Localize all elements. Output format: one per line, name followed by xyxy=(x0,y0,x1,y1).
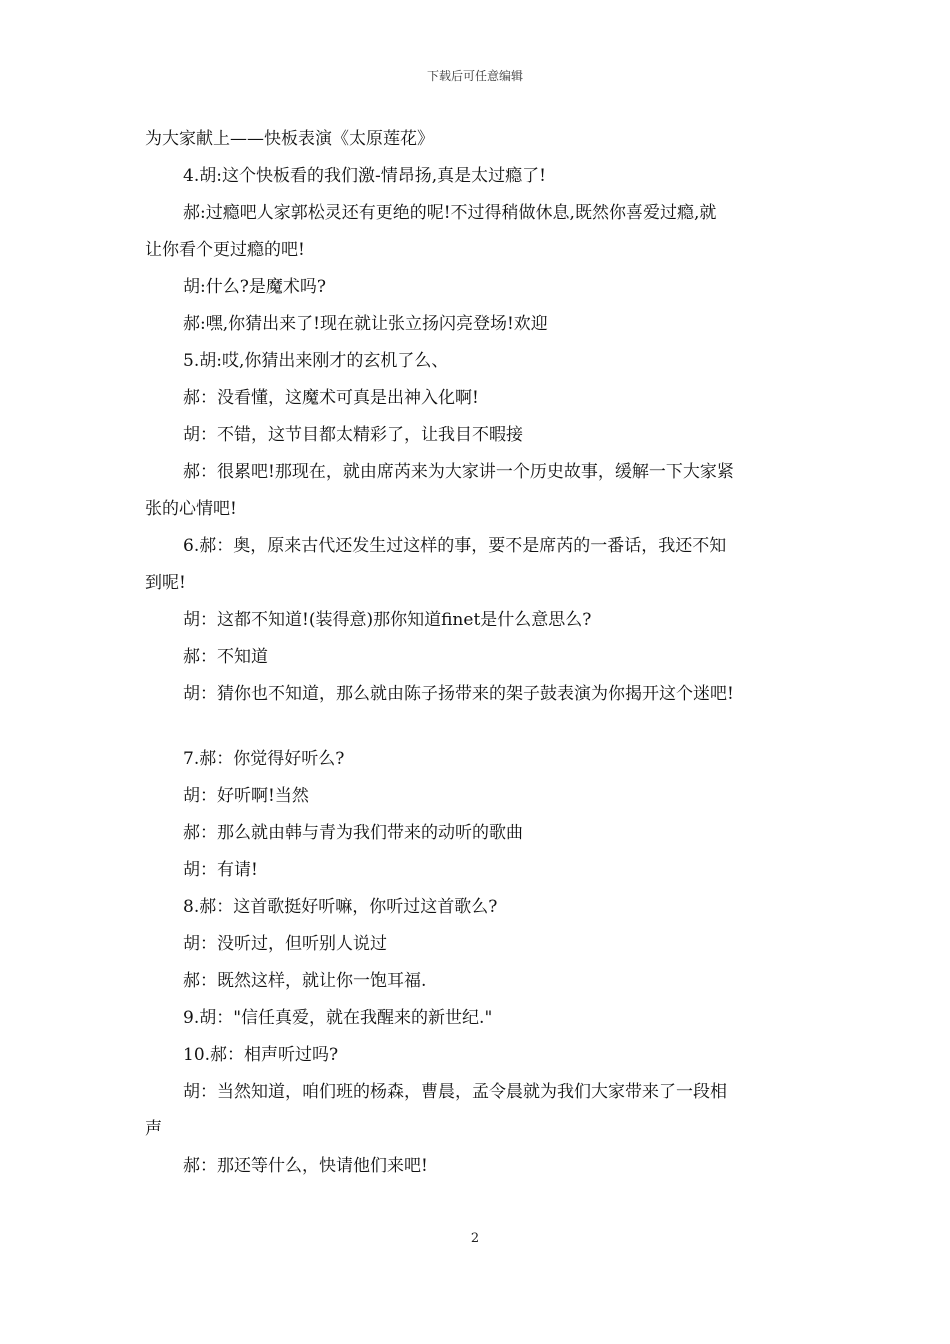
paragraph-line: 7.郝：你觉得好听么? xyxy=(183,749,345,769)
paragraph-line: 让你看个更过瘾的吧! xyxy=(145,240,305,260)
paragraph-line: 郝：既然这样，就让你一饱耳福. xyxy=(183,971,427,991)
paragraph-line: 为大家献上——快板表演《太原莲花》 xyxy=(145,129,434,149)
paragraph-line: 胡：当然知道，咱们班的杨森，曹晨，孟令晨就为我们大家带来了一段相 xyxy=(183,1082,727,1102)
paragraph-line: 郝：那么就由韩与青为我们带来的动听的歌曲 xyxy=(183,823,523,843)
paragraph-line: 郝:嘿,你猜出来了!现在就让张立扬闪亮登场!欢迎 xyxy=(183,314,548,334)
paragraph-line: 郝:过瘾吧人家郭松灵还有更绝的呢!不过得稍做休息,既然你喜爱过瘾,就 xyxy=(183,203,717,223)
paragraph-line: 张的心情吧! xyxy=(145,499,237,519)
paragraph-line: 郝：不知道 xyxy=(183,647,268,667)
page-header: 下载后可任意编辑 xyxy=(426,69,523,83)
paragraph-line: 胡:什么?是魔术吗? xyxy=(183,277,326,297)
paragraph-line: 胡：猜你也不知道，那么就由陈子扬带来的架子鼓表演为你揭开这个迷吧! xyxy=(183,684,734,704)
paragraph-line: 郝：很累吧!那现在，就由席芮来为大家讲一个历史故事，缓解一下大家紧 xyxy=(183,462,734,482)
paragraph-line: 5.胡:哎,你猜出来刚才的玄机了么、 xyxy=(183,351,449,371)
paragraph-line: 8.郝：这首歌挺好听嘛，你听过这首歌么? xyxy=(183,897,498,917)
paragraph-line: 4.胡:这个快板看的我们激-情昂扬,真是太过瘾了! xyxy=(183,166,546,186)
paragraph-line: 胡：这都不知道!(装得意)那你知道finet是什么意思么? xyxy=(183,610,592,630)
page-number: 2 xyxy=(470,1231,480,1246)
paragraph-line: 胡：好听啊!当然 xyxy=(183,786,309,806)
paragraph-line: 胡：没听过，但听别人说过 xyxy=(183,934,387,954)
paragraph-line: 10.郝：相声听过吗? xyxy=(183,1045,339,1065)
paragraph-line: 郝：那还等什么，快请他们来吧! xyxy=(183,1156,428,1176)
paragraph-line: 郝：没看懂，这魔术可真是出神入化啊! xyxy=(183,388,479,408)
paragraph-line: 6.郝：奥，原来古代还发生过这样的事，要不是席芮的一番话，我还不知 xyxy=(183,536,727,556)
paragraph-line: 声 xyxy=(145,1119,162,1139)
paragraph-line: 胡：不错，这节目都太精彩了，让我目不暇接 xyxy=(183,425,523,445)
paragraph-line: 胡：有请! xyxy=(183,860,258,880)
document-body xyxy=(145,121,813,1185)
paragraph-line: 9.胡："信任真爱，就在我醒来的新世纪." xyxy=(183,1008,493,1028)
paragraph-line: 到呢! xyxy=(145,573,186,593)
